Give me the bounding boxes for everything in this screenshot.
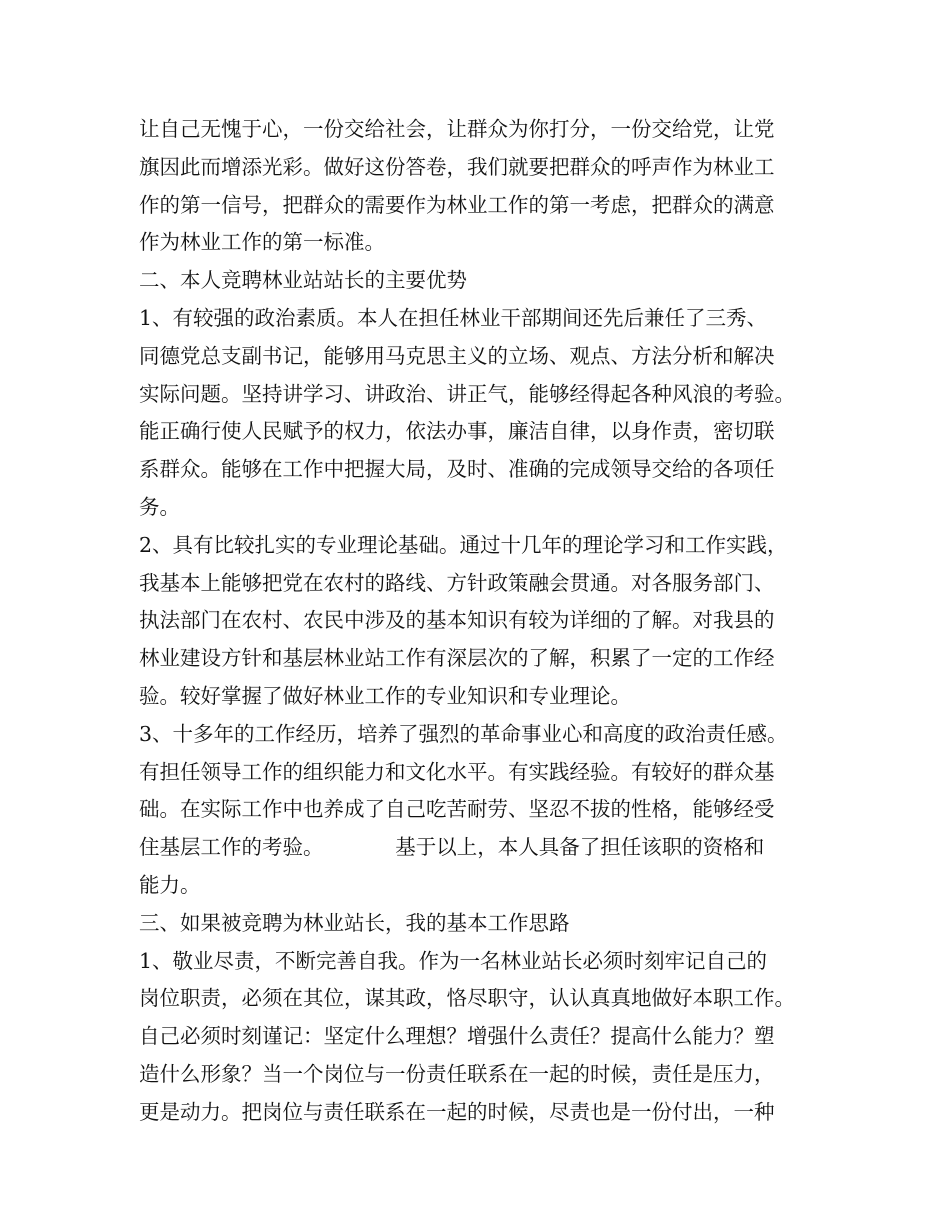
text-line: 础。在实际工作中也养成了自己吃苦耐劳、坚忍不拔的性格，能够经受 [139,797,775,822]
text-line: 1、有较强的政治素质。本人在担任林业干部期间还先后兼任了三秀、 [139,305,768,330]
text-line: 有担任领导工作的组织能力和文化水平。有实践经验。有较好的群众基 [139,759,775,784]
text-line: 同德党总支副书记，能够用马克思主义的立场、观点、方法分析和解决 [139,343,775,368]
text-line: 3、十多年的工作经历，培养了强烈的革命事业心和高度的政治责任感。 [139,721,788,746]
text-line: 2、具有比较扎实的专业理论基础。通过十几年的理论学习和工作实践， [139,532,788,557]
text-line: 造什么形象？当一个岗位与一份责任联系在一起的时候，责任是压力， [139,1061,775,1086]
text-line: 能力。 [139,872,201,897]
document-body [139,111,839,1132]
text-line: 住基层工作的考验。 基于以上，本人具备了担任该职的资格和 [139,835,765,860]
text-line: 务。 [139,494,180,519]
text-line: 能正确行使人民赋予的权力，依法办事，廉洁自律，以身作责，密切联 [139,419,775,444]
text-line: 让自己无愧于心，一份交给社会，让群众为你打分，一份交给党，让党 [139,117,775,141]
text-line: 旗因此而增添光彩。做好这份答卷，我们就要把群众的呼声作为林业工 [139,154,775,179]
text-line: 执法部门在农村、农民中涉及的基本知识有较为详细的了解。对我县的 [139,608,775,633]
text-line: 作的第一信号，把群众的需要作为林业工作的第一考虑，把群众的满意 [139,192,775,217]
text-line: 二、本人竞聘林业站站长的主要优势 [139,268,467,293]
text-line: 我基本上能够把党在农村的路线、方针政策融会贯通。对各服务部门、 [139,570,775,595]
text-line: 系群众。能够在工作中把握大局，及时、准确的完成领导交给的各项任 [139,457,775,482]
text-line: 1、敬业尽责，不断完善自我。作为一名林业站长必须时刻牢记自己的 [139,948,768,973]
text-line: 三、如果被竞聘为林业站长，我的基本工作思路 [139,910,570,935]
text-line: 验。较好掌握了做好林业工作的专业知识和专业理论。 [139,683,631,708]
text-line: 作为林业工作的第一标准。 [139,230,385,255]
text-line: 实际问题。坚持讲学习、讲政治、讲正气，能够经得起各种风浪的考验。 [139,381,795,406]
text-line: 岗位职责，必须在其位，谋其政，恪尽职守，认认真真地做好本职工作。 [139,986,795,1011]
text-line: 林业建设方针和基层林业站工作有深层次的了解，积累了一定的工作经 [139,646,775,671]
text-line: 更是动力。把岗位与责任联系在一起的时候，尽责也是一份付出，一种 [139,1099,775,1124]
text-line: 自己必须时刻谨记：坚定什么理想？增强什么责任？提高什么能力？塑 [139,1024,775,1049]
